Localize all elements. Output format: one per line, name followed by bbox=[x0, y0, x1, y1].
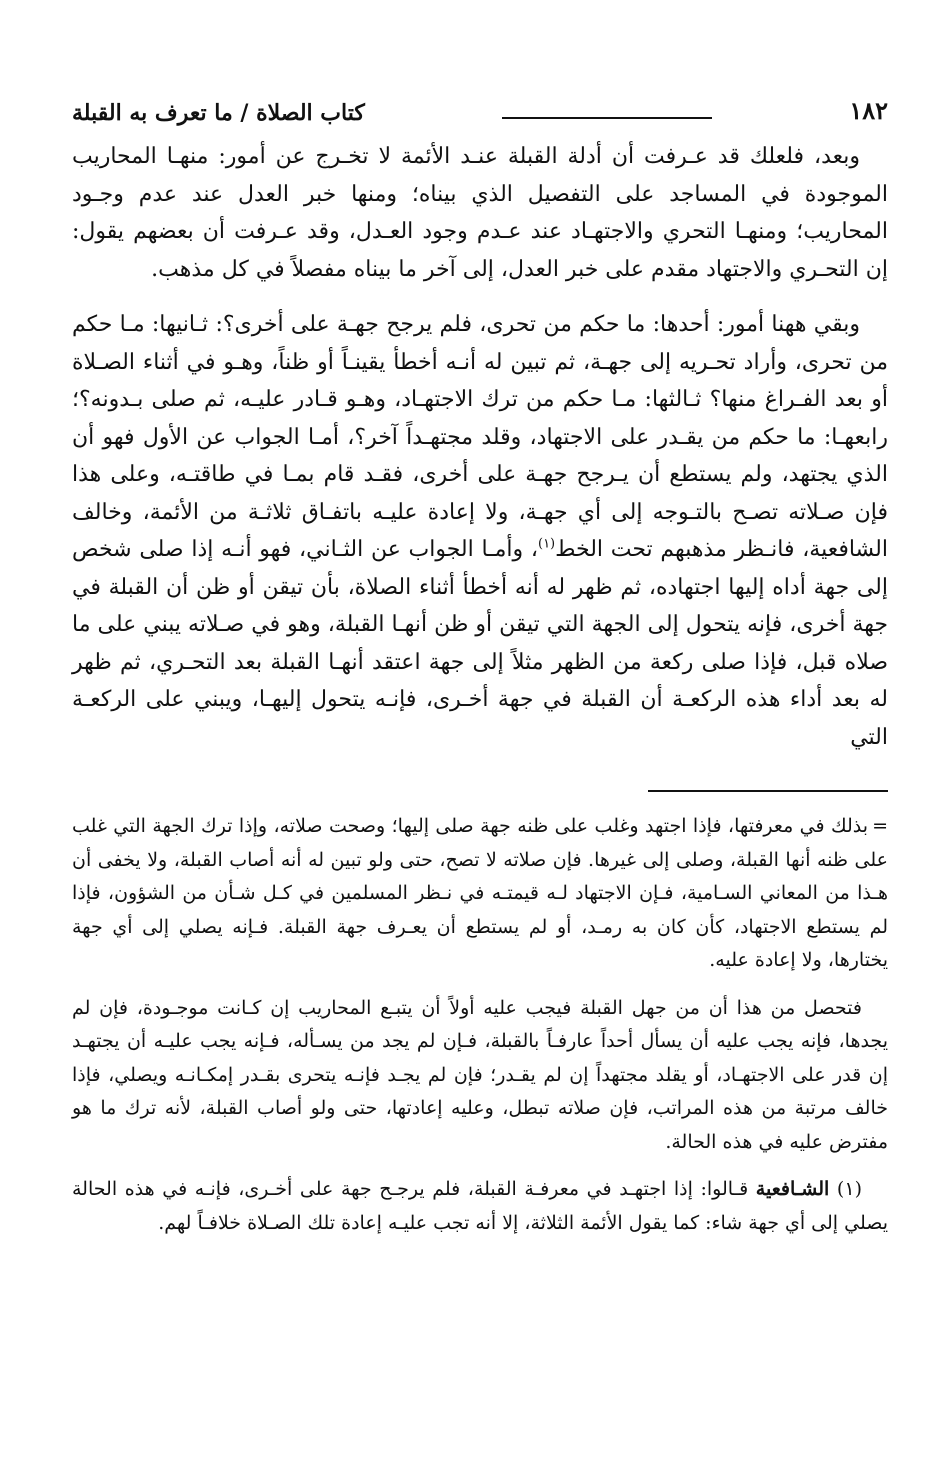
footnote-1 bbox=[72, 1173, 888, 1240]
book-page bbox=[72, 86, 888, 1446]
footnote-continuation bbox=[72, 810, 888, 978]
footnote-school-name: الشـافعية bbox=[755, 1178, 830, 1200]
page-header bbox=[72, 86, 888, 126]
footnotes bbox=[72, 810, 888, 1240]
footnote-paragraph: فتحصل من هذا أن من جهل القبلة فيجب عليه أولاً أن يتبـع المحاريب إن كـانت موجـودة، فإن لم يجدها، فإنه يجب عليه أن يسأل أحداً عارفـاً بالقبلة، فـإن لم يجد من يسـأله، فـإنه يجب عليـه أن يجتهـد إن قدر على الاجتهـاد، أو يقلد مجتهداً إن لم يقـدر؛ فإن لم يجـد فإنـه يتحرى بقـدر إمكـانـه ويصلي، فإذا خالف مرتبة من هذه المراتب، فإن صلاته تبطل، وعليه إعادتها، حتى ولو أصاب القبلة، لأنه ترك ما هو مفترض عليه في هذه الحالة. bbox=[72, 996, 888, 1153]
footnote-text: بذلك في معرفتها، فإذا اجتهد وغلب على ظنه جهة صلى إليها؛ وصحت صلاته، وإذا ترك الجهة التي غلب على ظنه أنها القبلة، وصلى إلى غيرها. فإن صلاته لا تصح، حتى ولو تبين له أنه أصاب القبلة، ولا يخفى أن هـذا من المعاني السـامية، فـإن الاجتهاد لـه قيمتـه في نـظر المسلمين في كـل شـأن من الشؤون، فإذا لم يستطع الاجتهاد، كأن كان به رمـد، أو لم يستطع أن يعـرف جهة القبلة. فـإنه يصلي إلى أي جهة يختارها، ولا إعادة عليه. bbox=[72, 815, 888, 971]
footnote-number: (١) bbox=[836, 1178, 862, 1200]
continuation-mark: = bbox=[872, 815, 888, 837]
main-text bbox=[72, 138, 888, 756]
running-title: كتاب الصلاة / ما تعرف به القبلة bbox=[72, 99, 365, 126]
footnote-text: قـالوا: إذا اجتهـد في معرفـة القبلة، فلم يرجـح جهة على أخـرى، فإنـه في هذه الحالة يصلي إلى أي جهة شاء: كما يقول الأئمة الثلاثة، إلا أنه تجب عليـه إعادة تلك الصـلاة خلافـاً لهم. bbox=[72, 1178, 888, 1234]
footnote-reference[interactable]: (١) bbox=[537, 536, 556, 552]
footnote-separator bbox=[648, 790, 888, 792]
paragraph-text: وبقي ههنا أمور: أحدها: ما حكم من تحرى، فلم يرجح جهـة على أخرى؟: ثـانيها: مـا حكم من تحرى، وأراد تحـريه إلى جهـة، ثم تبين له أنـه أخطأ يقينـاً أو ظناً، وهـو في أثناء الصـلاة أو بعد الفـراغ منها؟ ثـالثها: مـا حكم من ترك الاجتهـاد، وهـو قـادر عليـه، ثم صلى بـدونه؟؛ رابعهـا: ما حكم من يقـدر على الاجتهاد، وقلد مجتهـداً آخر؟، أمـا الجواب عن الأول فهو أن الذي يجتهد، ولم يستطع أن يـرجح جهـة على أخرى، فقـد قام بمـا في طاقتـه، وعلى هذا فإن صـلاته تصـح بالتـوجه إلى أي جهـة، ولا إعادة عليـه باتفـاق ثلاثـة من الأئمة، وخالف الشافعية، فانـظر مذهبهم تحت الخط bbox=[72, 312, 889, 562]
paragraph-text: ، وأمـا الجواب عن الثـاني، فهو أنـه إذا صلى شخص إلى جهة أداه إليها اجتهاده، ثم ظهر له أنه أخطأ أثناء الصلاة، بأن تيقن أو ظن أن القبلة في جهة أخرى، فإنه يتحول إلى الجهة التي تيقن أو ظن أنهـا القبلة، وهو في صـلاته يبني على ما صلاه قبل، فإذا صلى ركعة من الظهر مثلاً إلى جهة اعتقد أنهـا القبلة بعد التحـري، ثم ظهر له بعد أداء هذه الركعـة أن القبلة في جهة أخـرى، فإنـه يتحول إليهـا، ويبني على الركعـة التي bbox=[72, 537, 888, 750]
main-paragraph bbox=[72, 306, 888, 756]
main-paragraph: وبعد، فلعلك قد عـرفت أن أدلة القبلة عنـد الأئمة لا تخـرج عن أمور: منهـا المحاريب الموجودة في المساجد على التفصيل الذي بيناه؛ ومنها خبر العدل عند عدم وجـود المحاريب؛ ومنهـا التحري والاجتهـاد عند عـدم وجود العـدل، وقد عـرفت أن بعضهم يقول: إن التحـري والاجتهاد مقدم على خبر العدل، إلى آخر ما بيناه مفصلاً في كل مذهب. bbox=[72, 144, 888, 282]
page-number: ١٨٢ bbox=[849, 96, 888, 126]
header-rule bbox=[502, 117, 712, 119]
